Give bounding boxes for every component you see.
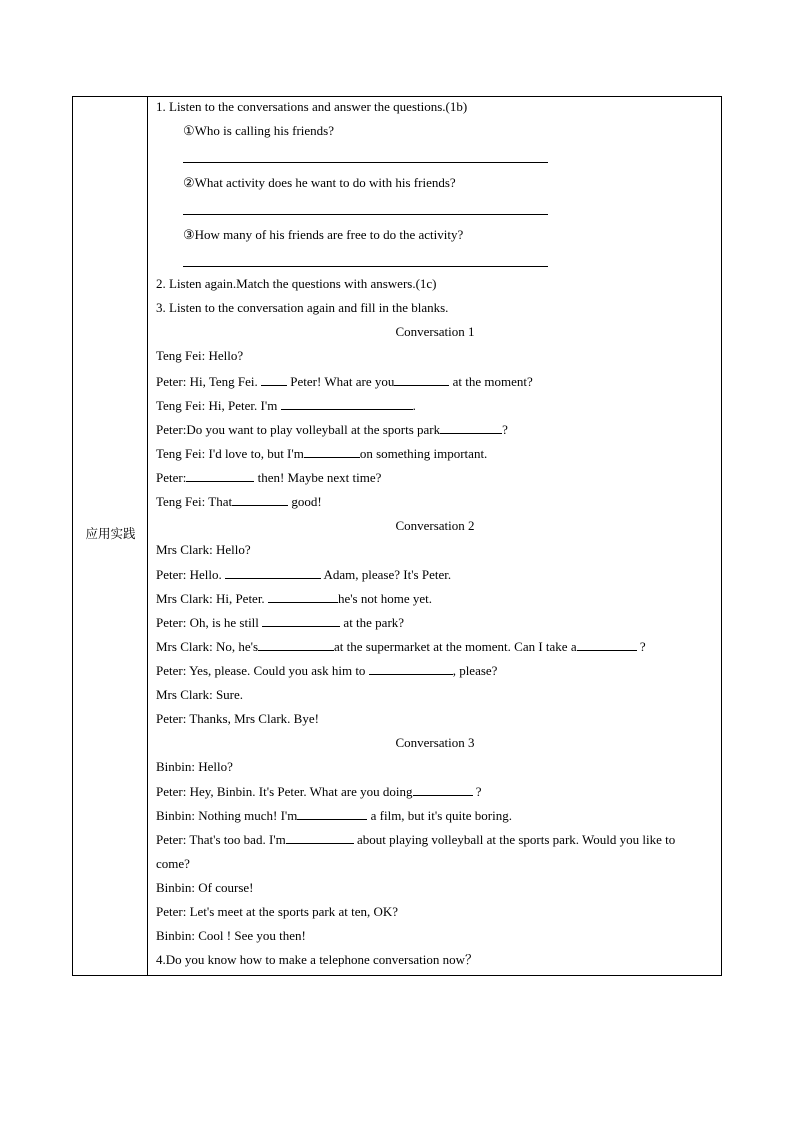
c2-line-3 (156, 590, 717, 607)
conversation-2-heading: Conversation 2 (395, 518, 475, 533)
c2-line-1-text: Mrs Clark: Hello? (156, 542, 251, 557)
c1-line-2-text-c: at the moment? (449, 374, 533, 389)
fill-blank[interactable] (297, 807, 367, 820)
c2-line-8-text: Peter: Thanks, Mrs Clark. Bye! (156, 711, 319, 726)
c1-line-6-text-b: then! Maybe next time? (254, 470, 382, 485)
fill-blank[interactable] (286, 831, 354, 844)
q3-title: 3. Listen to the conversation again and fill in the blanks. (156, 300, 449, 315)
c2-line-2 (156, 566, 717, 583)
c2-line-7-text: Mrs Clark: Sure. (156, 687, 244, 702)
c1-line-2-text-b: Peter! What are you (287, 374, 395, 389)
c1-line-4 (156, 421, 717, 438)
answer-line-2[interactable] (183, 214, 548, 215)
worksheet-table (72, 96, 722, 976)
c3-line-4 (156, 831, 717, 848)
c2-line-4-text-b: at the park? (340, 615, 405, 630)
c1-line-1 (156, 348, 717, 364)
fill-blank[interactable] (225, 566, 321, 579)
c3-line-2-text-a: Peter: Hey, Binbin. It's Peter. What are you doing (156, 784, 413, 799)
q2-title: 2. Listen again.Match the questions with answers.(1c) (156, 276, 437, 291)
q1-question-3: ③How many of his friends are free to do the activity? (183, 227, 464, 242)
c1-line-3-text-b: . (412, 398, 416, 413)
c2-line-2-text-a: Peter: Hello. (156, 567, 225, 582)
c3-line-5-text: come? (156, 856, 190, 871)
c3-line-8-text: Binbin: Cool ! See you then! (156, 928, 306, 943)
q1-question-1: ①Who is calling his friends? (183, 123, 335, 138)
q4-title: 4.Do you know how to make a telephone conversation now？ (156, 952, 479, 967)
c2-line-3-text-a: Mrs Clark: Hi, Peter. (156, 591, 268, 606)
c2-line-6-text-a: Peter: Yes, please. Could you ask him to (156, 663, 369, 678)
c1-line-3 (156, 397, 717, 414)
c3-line-8 (156, 928, 717, 944)
q1-title: 1. Listen to the conversations and answer the questions.(1b) (156, 99, 468, 114)
c1-line-3-text-a: Teng Fei: Hi, Peter. I'm (156, 398, 281, 413)
c2-line-4 (156, 614, 717, 631)
fill-blank[interactable] (440, 421, 502, 434)
c3-line-2 (156, 783, 717, 800)
fill-blank[interactable] (262, 614, 340, 627)
c1-line-4-text-b: ? (502, 422, 508, 437)
c2-line-1 (156, 542, 717, 558)
fill-blank[interactable] (281, 397, 413, 410)
c1-line-4-text-a: Peter:Do you want to play volleyball at the sports park (156, 422, 441, 437)
c3-line-3-text-b: a film, but it's quite boring. (367, 808, 512, 823)
fill-blank[interactable] (304, 445, 360, 458)
c2-line-2-text-b: Adam, please? It's Peter. (320, 567, 452, 582)
section-label-cell (73, 97, 148, 975)
q1-question-2: ②What activity does he want to do with his friends? (183, 175, 456, 190)
c1-line-5-text-b: on something important. (359, 446, 488, 461)
c3-line-3 (156, 807, 717, 824)
c3-line-5 (156, 856, 717, 872)
fill-blank[interactable] (232, 493, 288, 506)
c2-line-6-text-b: , please? (452, 663, 498, 678)
c1-line-7-text-b: good! (288, 494, 322, 509)
fill-blank[interactable] (369, 662, 453, 675)
answer-line-3[interactable] (183, 266, 548, 267)
c2-line-4-text-a: Peter: Oh, is he still (156, 615, 263, 630)
c3-line-6-text: Binbin: Of course! (156, 880, 254, 895)
c3-line-6 (156, 880, 717, 896)
conversation-3-heading: Conversation 3 (395, 735, 475, 750)
c2-line-5 (156, 638, 717, 655)
c1-line-1-text: Teng Fei: Hello? (156, 348, 244, 363)
conversation-1-heading: Conversation 1 (395, 324, 475, 339)
fill-blank[interactable] (413, 783, 473, 796)
c3-line-7-text: Peter: Let's meet at the sports park at ten, OK? (156, 904, 399, 919)
c3-line-4-text-b: about playing volleyball at the sports park. Would you like to (353, 832, 676, 847)
c2-line-7 (156, 687, 717, 703)
fill-blank[interactable] (258, 638, 334, 651)
c1-line-7 (156, 493, 717, 510)
c2-line-5-text-b: at the supermarket at the moment. Can I take a (334, 639, 577, 654)
c2-line-5-text-c: ? (636, 639, 646, 654)
section-label: 应用实践 (85, 526, 136, 541)
fill-blank[interactable] (577, 638, 637, 651)
fill-blank[interactable] (394, 373, 449, 386)
c2-line-8 (156, 711, 717, 727)
c3-line-7 (156, 904, 717, 920)
c3-line-2-text-b: ? (472, 784, 482, 799)
c3-line-1 (156, 759, 717, 775)
c1-line-6-text-a: Peter: (156, 470, 187, 485)
c2-line-5-text-a: Mrs Clark: No, he's (156, 639, 259, 654)
fill-blank[interactable] (186, 469, 254, 482)
c3-line-1-text: Binbin: Hello? (156, 759, 233, 774)
c1-line-5 (156, 445, 717, 462)
c1-line-6 (156, 469, 717, 486)
c1-line-5-text-a: Teng Fei: I'd love to, but I'm (156, 446, 304, 461)
c2-line-6 (156, 662, 717, 679)
fill-blank[interactable] (261, 373, 287, 386)
c3-line-3-text-a: Binbin: Nothing much! I'm (156, 808, 298, 823)
fill-blank[interactable] (268, 590, 338, 603)
c1-line-2 (156, 373, 717, 390)
answer-line-1[interactable] (183, 162, 548, 163)
c1-line-2-text-a: Peter: Hi, Teng Fei. (156, 374, 262, 389)
c2-line-3-text-b: he's not home yet. (337, 591, 432, 606)
c1-line-7-text-a: Teng Fei: That (156, 494, 233, 509)
c3-line-4-text-a: Peter: That's too bad. I'm (156, 832, 286, 847)
content-cell (149, 97, 721, 975)
